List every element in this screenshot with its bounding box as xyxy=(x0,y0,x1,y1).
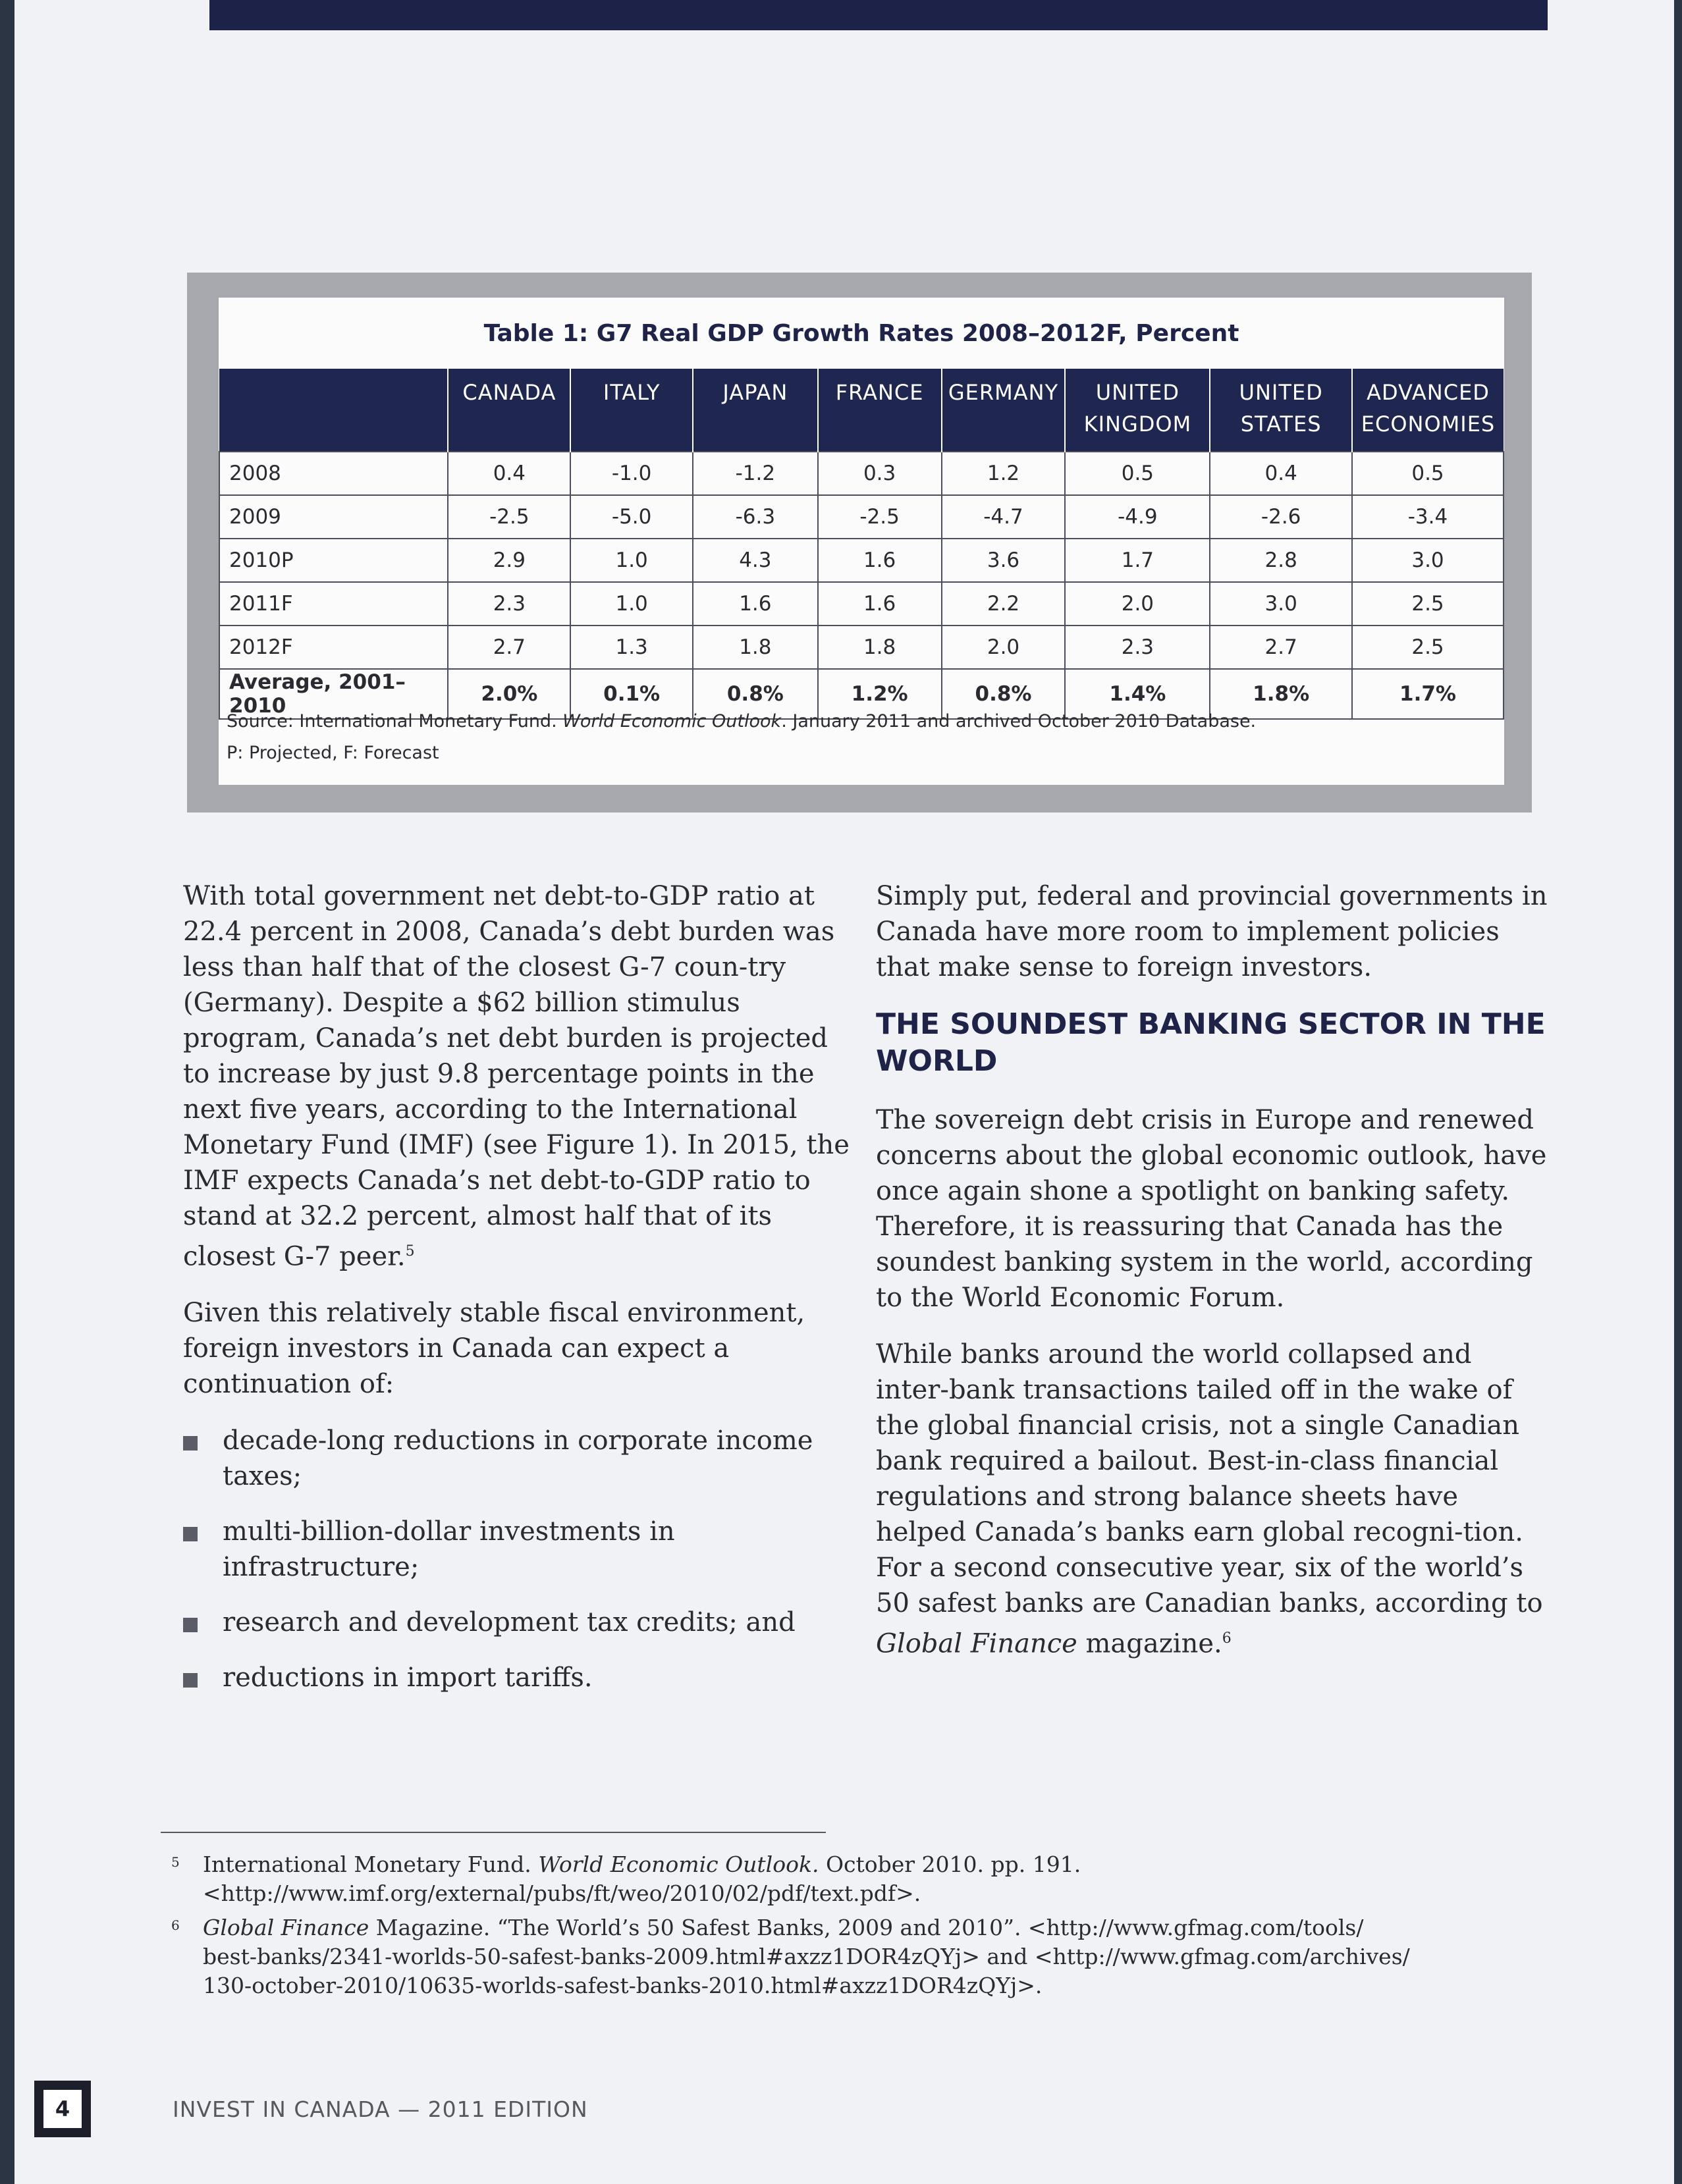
right-column xyxy=(876,878,1548,1682)
table-row xyxy=(219,495,1504,539)
table-cell: 2.2 xyxy=(942,582,1066,626)
square-bullet-icon xyxy=(183,1673,198,1688)
gdp-table-panel xyxy=(219,298,1504,785)
table-cell: 1.0 xyxy=(570,539,693,582)
row-label-cell: 2009 xyxy=(219,495,448,539)
col-header-france: FRANCE xyxy=(818,369,942,452)
table-cell: 2.9 xyxy=(448,539,570,582)
table-cell: -6.3 xyxy=(693,495,818,539)
body-paragraph: Simply put, federal and provincial governments in Canada have more room to implement policies that make sense to foreign investors. xyxy=(876,881,1548,982)
table-cell: 2.0 xyxy=(1065,582,1210,626)
table-row xyxy=(219,452,1504,495)
table-cell: 0.4 xyxy=(1210,452,1352,495)
table-cell: 1.6 xyxy=(693,582,818,626)
table-cell: -2.6 xyxy=(1210,495,1352,539)
body-paragraph: With total government net debt-to-GDP ratio at 22.4 percent in 2008, Canada’s debt burden was less than half that of the closest G-7 coun-try (Germany). Despite a $62 billion stimulus program, Canada’s net debt burden is projected to increase by just 9.8 percentage points in the next five years, according to the International Monetary Fund (IMF) (see Figure 1). In 2015, the IMF expects Canada’s net debt-to-GDP ratio to stand at 32.2 percent, almost half that of its closest G-7 peer.$^5$ xyxy=(183,881,850,1272)
table-cell: 1.7% xyxy=(1352,669,1504,719)
square-bullet-icon xyxy=(183,1436,198,1451)
table-cell: 3.0 xyxy=(1210,582,1352,626)
table-cell: 2.3 xyxy=(448,582,570,626)
table-cell: 0.1% xyxy=(570,669,693,719)
footer-publication-label: INVEST IN CANADA — 2011 EDITION xyxy=(173,2096,588,2122)
table-cell: 2.5 xyxy=(1352,626,1504,669)
table-header-row xyxy=(219,369,1504,452)
table-cell: 1.0 xyxy=(570,582,693,626)
table-cell: 2.7 xyxy=(448,626,570,669)
table-cell: -1.2 xyxy=(693,452,818,495)
table-row xyxy=(219,582,1504,626)
list-item: multi-billion-dollar investments in infrastructure; xyxy=(183,1514,855,1585)
page-number-box xyxy=(34,2081,91,2137)
table-cell: 1.7 xyxy=(1065,539,1210,582)
table-cell: 0.5 xyxy=(1065,452,1210,495)
footnote-5: 5 International Monetary Fund. World Economic Outlook. October 2010. pp. 191. <http://www.imf.org/external/pubs/ft/weo/2010/02/pdf/text.pdf>. xyxy=(171,1850,1488,1908)
table-cell: 1.6 xyxy=(818,582,942,626)
footnotes xyxy=(171,1850,1488,2006)
table-cell: 2.3 xyxy=(1065,626,1210,669)
table-row xyxy=(219,539,1504,582)
list-item: decade-long reductions in corporate income taxes; xyxy=(183,1423,855,1494)
header-color-bar xyxy=(209,0,1548,30)
list-item: research and development tax credits; and xyxy=(183,1605,855,1640)
body-paragraph: Given this relatively stable fiscal environment, foreign investors in Canada can expect a continuation of: xyxy=(183,1298,805,1400)
table-cell: 0.3 xyxy=(818,452,942,495)
row-label-cell: 2008 xyxy=(219,452,448,495)
table-cell: 2.5 xyxy=(1352,582,1504,626)
table-cell: 1.6 xyxy=(818,539,942,582)
body-paragraph: The sovereign debt crisis in Europe and renewed concerns about the global economic outlook, have once again shone a spotlight on banking safety. Therefore, it is reassuring that Canada has the soundest banking system in the world, according to the World Economic Forum. xyxy=(876,1105,1547,1313)
table-cell: 1.2 xyxy=(942,452,1066,495)
square-bullet-icon xyxy=(183,1618,198,1632)
table-cell: 4.3 xyxy=(693,539,818,582)
table-cell: 3.6 xyxy=(942,539,1066,582)
col-header-canada: CANADA xyxy=(448,369,570,452)
section-heading: THE SOUNDEST BANKING SECTOR IN THE WORLD xyxy=(876,1007,1546,1078)
table-legend-note: P: Projected, F: Forecast xyxy=(227,743,439,763)
table-cell: 3.0 xyxy=(1352,539,1504,582)
row-label-cell: Average, 2001–2010 xyxy=(219,669,448,719)
table-cell: 1.4% xyxy=(1065,669,1210,719)
table-cell: -2.5 xyxy=(448,495,570,539)
table-cell: -4.7 xyxy=(942,495,1066,539)
table-title: Table 1: G7 Real GDP Growth Rates 2008–2012F, Percent xyxy=(483,320,1239,347)
footnote-url: <http://www.imf.org/external/pubs/ft/weo/2010/02/pdf/text.pdf>. xyxy=(203,1880,921,1906)
table-cell: 1.3 xyxy=(570,626,693,669)
table-cell: 0.8% xyxy=(693,669,818,719)
col-header-advanced-economies: ADVANCED ECONOMIES xyxy=(1352,369,1504,452)
table-source-note xyxy=(227,706,1256,769)
row-label-cell: 2012F xyxy=(219,626,448,669)
footnote-6: 6 Global Finance Magazine. “The World’s 50 Safest Banks, 2009 and 2010”. <http://www.gfmag.com/tools/ best-banks/2341-worlds-50-safest-banks-2009.html#axzz1DOR4zQYj> and <http://www.gfmag.com/archives/ 130-october-2010/10635-worlds-safest-banks-2010.html#axzz1DOR4zQYj>. xyxy=(171,1913,1488,2000)
row-label-cell: 2011F xyxy=(219,582,448,626)
col-header-united-states: UNITED STATES xyxy=(1210,369,1352,452)
table-cell: 1.8 xyxy=(818,626,942,669)
col-header-italy: ITALY xyxy=(570,369,693,452)
footnote-url: best-banks/2341-worlds-50-safest-banks-2009.html#axzz1DOR4zQYj> and <http://www.gfmag.com/archives/ xyxy=(203,1944,1410,1969)
table-cell: -5.0 xyxy=(570,495,693,539)
row-label-cell: 2010P xyxy=(219,539,448,582)
table-cell: 2.0 xyxy=(942,626,1066,669)
table-row xyxy=(219,626,1504,669)
table-cell: 2.0% xyxy=(448,669,570,719)
table-cell: 1.8 xyxy=(693,626,818,669)
table-cell: 1.2% xyxy=(818,669,942,719)
footnote-url: 130-october-2010/10635-worlds-safest-banks-2010.html#axzz1DOR4zQYj>. xyxy=(203,1973,1043,1998)
table-cell: 1.8% xyxy=(1210,669,1352,719)
list-item: reductions in import tariffs. xyxy=(183,1660,855,1695)
table-cell: 0.8% xyxy=(942,669,1066,719)
page-number: 4 xyxy=(43,2090,82,2128)
table-cell: 2.8 xyxy=(1210,539,1352,582)
table-source: Source: International Monetary Fund. World Economic Outlook. January 2011 and archived October 2010 Database. xyxy=(227,711,1257,732)
body-paragraph: While banks around the world collapsed and inter-bank transactions tailed off in the wake of the global financial crisis, not a single Canadian bank required a bailout. Best-in-class financial regulations and strong balance sheets have helped Canada’s banks earn global recogni-tion. For a second consecutive year, six of the world’s 50 safest banks are Canadian banks, according to Global Finance magazine.$^6$ xyxy=(876,1339,1543,1659)
table-cell: 0.4 xyxy=(448,452,570,495)
square-bullet-icon xyxy=(183,1527,198,1541)
col-header-united-kingdom: UNITED KINGDOM xyxy=(1065,369,1210,452)
col-header-germany: GERMANY xyxy=(942,369,1066,452)
left-column xyxy=(183,878,855,1715)
table-cell: -4.9 xyxy=(1065,495,1210,539)
footnote-divider xyxy=(161,1832,826,1833)
gdp-growth-table xyxy=(219,369,1504,720)
bullet-list xyxy=(183,1423,855,1695)
header-blank-cell xyxy=(219,369,448,452)
table-cell: -1.0 xyxy=(570,452,693,495)
table-cell: 0.5 xyxy=(1352,452,1504,495)
table-cell: -3.4 xyxy=(1352,495,1504,539)
col-header-japan: JAPAN xyxy=(693,369,818,452)
table-cell: -2.5 xyxy=(818,495,942,539)
table-cell: 2.7 xyxy=(1210,626,1352,669)
